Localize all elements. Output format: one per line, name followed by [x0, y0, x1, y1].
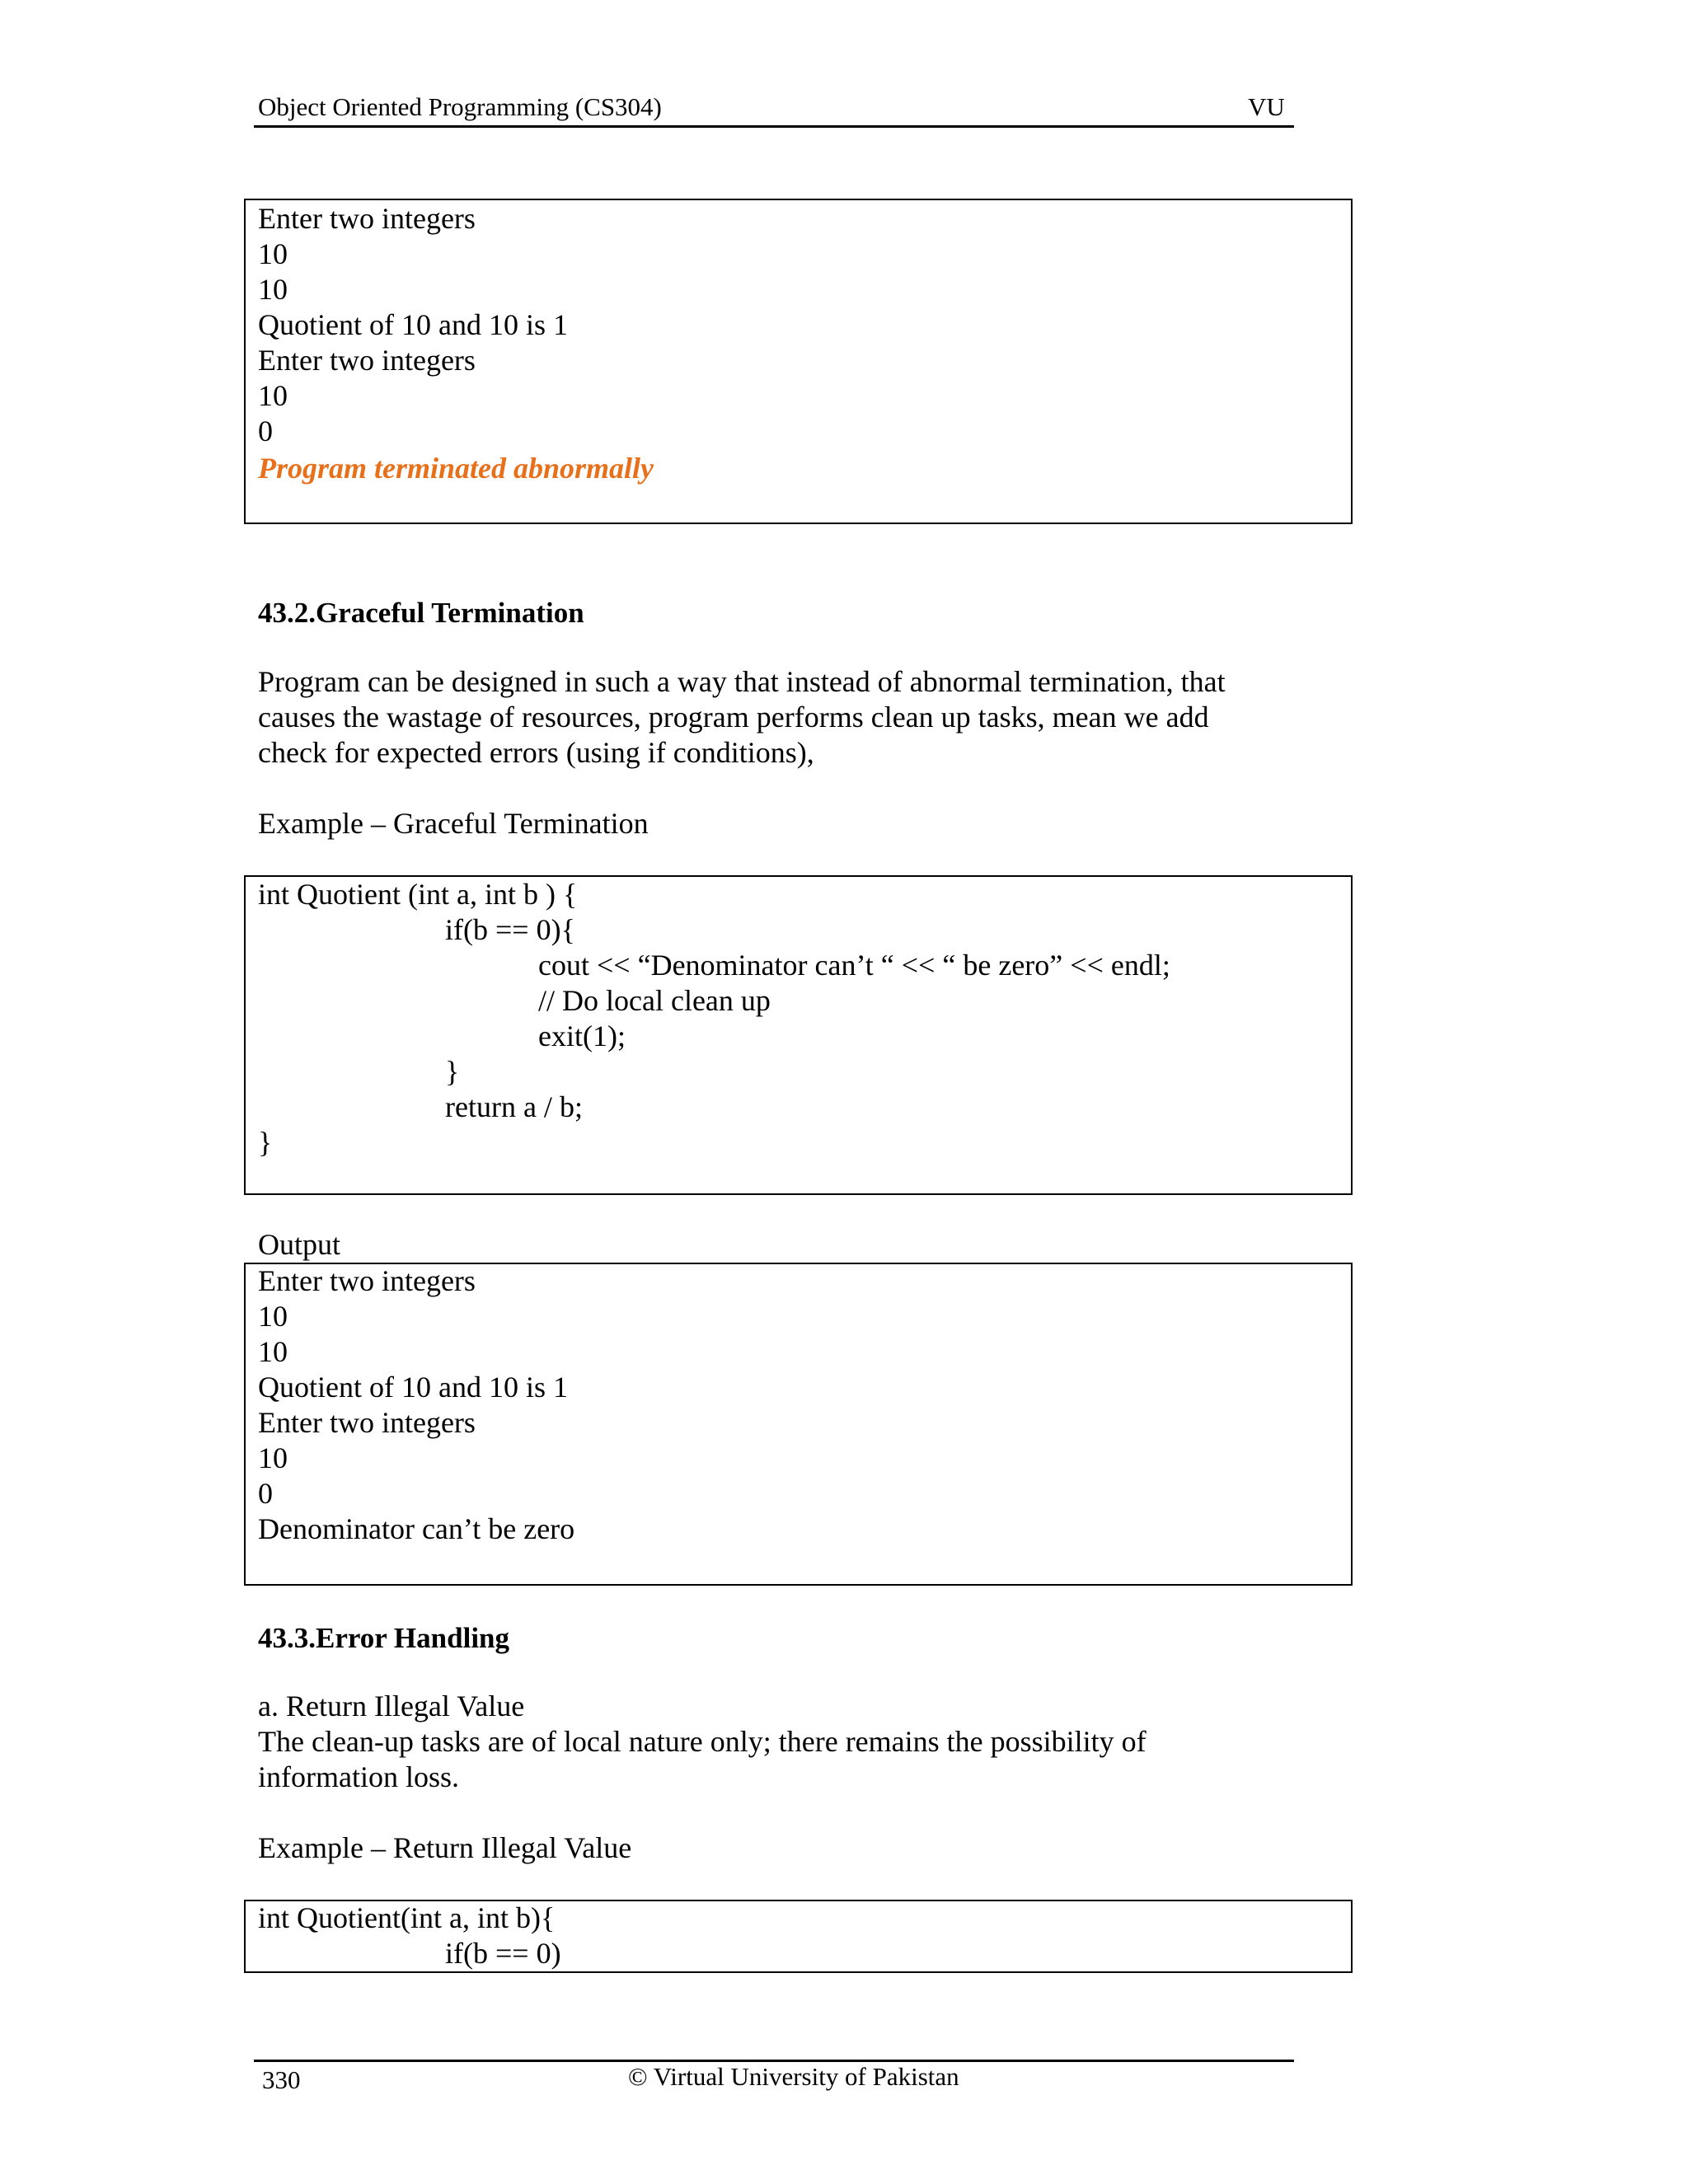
example-label: Example – Return Illegal Value — [258, 1831, 632, 1864]
output-line: 10 — [258, 1300, 288, 1333]
header-title: Object Oriented Programming (CS304) — [258, 92, 662, 121]
output-line: 10 — [258, 273, 288, 306]
code-line: // Do local clean up — [538, 984, 771, 1017]
output-label: Output — [258, 1228, 341, 1261]
output-line: Enter two integers — [258, 344, 476, 377]
code-line: } — [258, 1126, 273, 1159]
code-line: int Quotient (int a, int b ) { — [258, 878, 578, 911]
error-message: Program terminated abnormally — [258, 452, 654, 485]
section-heading-error: 43.3.Error Handling — [258, 1622, 510, 1654]
code-line: } — [445, 1055, 460, 1088]
code-line: exit(1); — [538, 1019, 626, 1052]
example-label: Example – Graceful Termination — [258, 807, 649, 840]
page-number: 330 — [262, 2065, 301, 2094]
header-rule — [254, 125, 1294, 128]
output-line: 10 — [258, 379, 288, 412]
code-line: int Quotient(int a, int b){ — [258, 1901, 556, 1934]
code-line: if(b == 0){ — [445, 913, 575, 946]
paragraph-line: The clean-up tasks are of local nature only; there remains the possibility of — [258, 1725, 1146, 1758]
output-line: 10 — [258, 1335, 288, 1368]
output-line: 10 — [258, 237, 288, 270]
paragraph-line: information loss. — [258, 1760, 459, 1793]
code-line: return a / b; — [445, 1090, 583, 1123]
code-line: if(b == 0) — [445, 1937, 561, 1970]
paragraph-line: Program can be designed in such a way that instead of abnormal termination, that — [258, 665, 1226, 698]
output-line: Quotient of 10 and 10 is 1 — [258, 1371, 568, 1404]
paragraph-line: check for expected errors (using if conditions), — [258, 736, 814, 769]
subheading: a. Return Illegal Value — [258, 1690, 525, 1722]
output-line: Denominator can’t be zero — [258, 1512, 575, 1545]
paragraph-line: causes the wastage of resources, program performs clean up tasks, mean we add — [258, 701, 1209, 733]
output-line: Quotient of 10 and 10 is 1 — [258, 308, 568, 341]
output-line: 0 — [258, 1477, 273, 1510]
output-line: 0 — [258, 415, 273, 448]
output-line: Enter two integers — [258, 1264, 476, 1297]
output-line: Enter two integers — [258, 202, 476, 235]
code-line: cout << “Denominator can’t “ << “ be zero” << endl; — [538, 949, 1170, 982]
footer-copyright: © Virtual University of Pakistan — [628, 2062, 959, 2091]
output-line: Enter two integers — [258, 1406, 476, 1439]
section-heading-graceful: 43.2.Graceful Termination — [258, 597, 584, 629]
output-line: 10 — [258, 1441, 288, 1474]
header-vu: VU — [1248, 92, 1285, 121]
code-box-graceful — [244, 875, 1353, 1195]
